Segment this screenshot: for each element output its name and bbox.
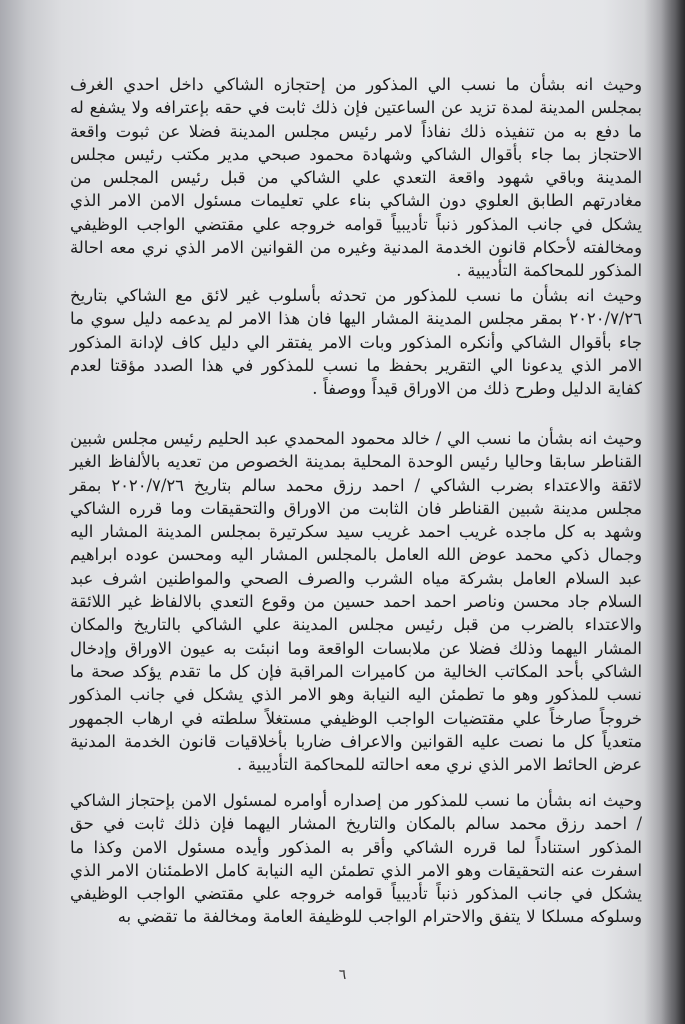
paragraph-1: وحيث انه بشأن ما نسب الي المذكور من إحتجازه الشاكي داخل احدي الغرف بمجلس المدينة لمدة تزيد عن الساعتين فإن ذلك ثابت في حقه بإعترافه ولا يشفع له ما دفع به من تنفيذه ذلك نفاذاً لامر رئيس مجلس المدينة فضلا عن ثبوت واقعة الاحتجاز بما جاء بأقوال الشاكي وشهادة محمود صبحي مدير مكتب رئيس مجلس المدينة وباقي شهود واقعة التعدي علي الشاكي من قبل رئيس المجلس من مغادرتهم الطابق العلوي دون الشاكي بناء علي تعليمات مسئول الامن الامر الذي يشكل في جانب المذكور ذنباً تأديبياً قوامه خروجه علي مقتضي الواجب الوظيفي ومخالفته لأحكام قانون الخدمة المدنية وغيره من القوانين الامر الذي نري معه احالة المذكور للمحاكمة التأديبية . xyxy=(70,75,642,281)
page-number: ٦ xyxy=(338,967,347,983)
binding-shadow xyxy=(661,0,685,1024)
paragraph-4: وحيث انه بشأن ما نسب للمذكور من إصداره أوامره لمسئول الامن بإحتجاز الشاكي / احمد رزق محمد سالم بالمكان والتاريخ المشار اليهما فإن ذلك ثابت في حق المذكور استناداً لما قرره الشاكي وأقر به المذكور وأيده مسئول الامن وكذا ما اسفرت عنه التحقيقات وهو الامر الذي تطمئن اليه النيابة كامل الاطمئنان الامر الذي يشكل في جانب المذكور ذنباً تأديبياً قوامه خروجه علي مقتضي الواجب الوظيفي وسلوكه مسلكا لا يتفق والاحترام الواجب للوظيفة العامة ومخالفة ما تقضي به xyxy=(70,791,642,927)
paragraph-2: وحيث انه بشأن ما نسب للمذكور من تحدثه بأسلوب غير لائق مع الشاكي بتاريخ ٢٠٢٠/٧/٢٦ بمقر مجلس المدينة المشار اليها فان هذا الامر لم يدعمه دليل سوي ما جاء بأقوال الشاكي وأنكره المذكور وبات الامر يفتقر الي دليل كاف لإدانة المذكور الامر الذي يدعونا الي التقرير بحفظ ما نسب للمذكور في هذا الصدد مؤقتا لعدم كفاية الدليل وطرح ذلك من الاوراق قيداً ووصفاً . xyxy=(70,286,642,399)
paragraph-3: وحيث انه بشأن ما نسب الي / خالد محمود المحمدي عبد الحليم رئيس مجلس شبين القناطر سابقا وحاليا رئيس الوحدة المحلية بمدينة الخصوص من تعديه بالألفاظ الغير لائقة والاعتداء بضرب الشاكي / احمد رزق محمد سالم بتاريخ ٢٠٢٠/٧/٢٦ بمقر مجلس مدينة شبين القناطر فان الثابت من الاوراق والتحقيقات وما قرره الشاكي وشهد به كل ماجده غريب احمد غريب سيد سكرتيرة بمجلس المدينة المشار اليه وجمال ذكي محمد عوض الله العامل بالمجلس المشار اليه ومحسن عوده ابراهيم عبد السلام العامل بشركة مياه الشرب والصرف الصحي والمواطنين اشرف عبد السلام جاد محسن وناصر احمد احمد حسين من وقوع التعدي بالالفاظ غير اللائقة والاعتداء بالضرب من قبل رئيس مجلس المدينة علي الشاكي بالتاريخ والمكان المشار اليهما وذلك فضلا عن ملابسات الواقعة وما انبئت به عيون الاوراق وإدخال الشاكي بأحد المكاتب الخالية من كاميرات المراقبة فإن كل ما تقدم يؤكد صحة ما نسب للمذكور وهو ما تطمئن اليه النيابة وهو الامر الذي يشكل في جانب المذكور خروجاً صارخاً علي مقتضيات الواجب الوظيفي مستغلاً سلطته في ارهاب الجمهور متعدياً كل ما نصت عليه القوانين والاعراف ضاربا بأخلاقيات قانون الخدمة المدنية عرض الحائط الامر الذي نري معه احالته للمحاكمة التأديبية . xyxy=(70,429,642,775)
document-page xyxy=(40,55,640,1005)
